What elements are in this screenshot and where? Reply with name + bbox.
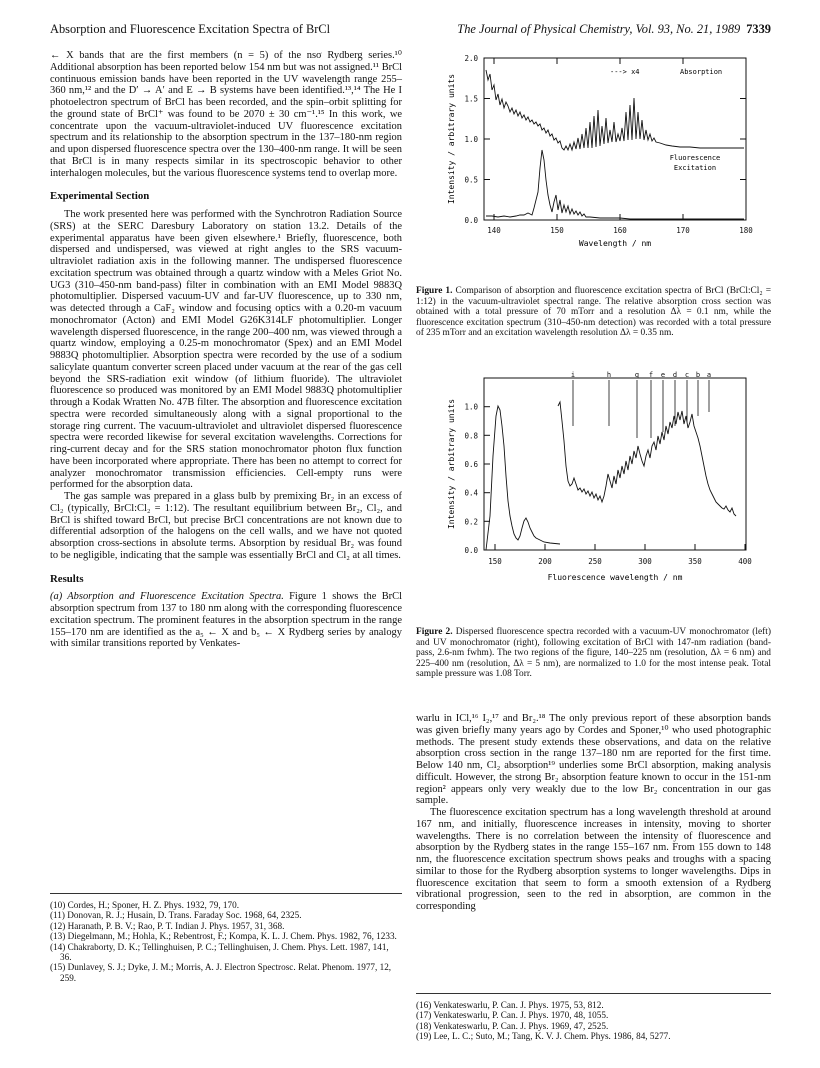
fig2-vuv-trace [486,406,560,550]
reference-item: (14) Chakraborty, D. K.; Tellinghuisen, P. C.; Tellinghuisen, J. Chem. Phys. Lett. 1987, 141, 36. [50,941,389,963]
intro-paragraph: ← X bands that are the first members (n = 5) of the nsσ Rydberg series.¹⁰ Additional absorption has been reported below 154 nm but was not assigned.¹¹ BrCl continuous emission bands have been reported in the UV wavelength range 255–360 nm,¹² and the D′ → A′ and E → B systems have been identified.¹³,¹⁴ The He I photoelectron spectrum of BrCl has been recorded, and the spin–orbit splitting for the ground state of BrCl⁺ was found to be 2070 ± 30 cm⁻¹.¹⁵ In this work, we concentrate upon the vacuum-ultraviolet-induced UV fluorescence excitation spectrum and its relationship to the absorption spectrum in the 137–180-nm region and upon dispersed fluorescence spectra over the 130–400-nm range. It will be seen that BrCl is in many respects similar in its spectroscopic behavior to other interhalogen molecules, but the various fluorescence systems tend to overlap more. [50,50,402,179]
results-subheading: (a) Absorption and Fluorescence Excitation Spectra. [50,591,284,603]
reference-item: (13) Diegelmann, M.; Hohla, K.; Rebentrost, F.; Kompa, K. L. J. Chem. Phys. 1982, 76, 1233. [50,931,397,942]
figure-2-caption [416,627,771,680]
fig2-band-label: a [706,371,712,379]
references-right [416,993,771,1042]
experimental-paragraph-1: The work presented here was performed with the Synchrotron Radiation Source (SRS) at the SERC Daresbury Laboratory on station 13.2. Details of the experimental apparatus have been given elsewhere.¹ Briefly, fluorescence, both dispersed and undispersed, was viewed at right angles to the SRS vacuum-ultraviolet radiation axis in the following manner. The undispersed fluorescence excitation spectrum was obtained through a quartz window with a Meles Griot No. UG3 (310–450-nm band-pass) filter in combination with an EMI Model 9883Q photomultiplier. Dispersed vacuum-UV and far-UV fluorescence, up to 330 nm, was detected through a CaF₂ window and focusing optics with a 0.20-m vacuum monochromator (Acton) and EMI Model G26K314LF photomultiplier. Longer wavelength dispersed fluorescence, in the range 200–400 nm, was viewed through a quartz window, employing a 0.25-m monochromator (Spex) and an EMI Model 9883Q photomultiplier. Absorption spectra were recorded by the use of a sodium salicylate quantum converter screen placed under vacuum at the rear of the gas cell beyond the SRS-radiation exit window (of lithium fluoride). The ultraviolet fluorescence so produced was monitored by an EMI Model 9883Q photomultiplier through a Kodak Wratten No. 47B filter. The absorption and fluorescence excitation spectra were recorded simultaneously along with a signal proportional to the storage ring current. The vacuum-ultraviolet and ultraviolet dispersed fluorescence spectra were recorded likewise for several excitation wavelengths. Corrections for ring-current decay and for the SRS station monochromator photon flux function have been incorporated where appropriate. There has been no attempt to correct for analyzer monochromator transmission efficiencies. Cell-empty runs were performed for the absorption data. [50,209,402,491]
fig2-band-label: e [660,371,666,379]
fig1-xtick-label: 160 [613,226,627,235]
fig1-x4-annotation: ---> x4 [610,68,640,76]
results-text: Figure 1 shows the BrCl absorption spectrum from 137 to 180 nm along with the corresponding fluorescence excitation spectrum. The prominent features in the absorption spectrum in the range 155–170 nm are identified as the a₅ ← X and b₅ ← X Rydberg series by analogy with similar transitions reported by Venkates- [50,591,402,650]
fig1-xtick-label: 140 [487,226,501,235]
right-column [416,713,771,913]
fig1-caption-label: Figure 1. [416,286,453,296]
fig2-band-label: d [672,371,678,379]
fig2-ytick-label: 0.4 [464,488,478,498]
fig2-band-label: b [695,371,701,379]
fig2-ytick-label: 1.0 [464,402,478,412]
fig1-excitation-label: Excitation [673,164,717,172]
reference-item: (16) Venkateswarlu, P. Can. J. Phys. 1975, 53, 812. [416,1000,604,1010]
fig1-x-axis-label: Wavelength / nm [578,239,652,248]
fig2-caption-text: Dispersed fluorescence spectra recorded with a vacuum-UV monochromator (left) and UV monochromator (right), following excitation of BrCl with 147-nm radiation (band-pass, 2.6-nm fwhm). The two regions of the figure, 140–225 nm (resolution, Δλ = 6 nm) and 225–400 nm (resolution, Δλ = 5 nm), are normalized to 1.0 for the most intense peak. Total sample pressure was 1.08 Torr. [416,627,771,680]
fig2-ytick-label: 0.2 [464,517,478,527]
fig2-xtick-label: 350 [688,557,702,566]
fig2-xtick-label: 150 [488,557,502,566]
experimental-paragraph-2: The gas sample was prepared in a glass bulb by premixing Br₂ in an excess of Cl₂ (typically, BrCl:Cl₂ = 1:12). The resultant equilibrium between Br₂, Cl₂, and BrCl is shifted toward BrCl, but precise BrCl concentrations are not known due to differential adsorption of the halogens on the cell walls, and we have not quoted absorption cross-sections in absolute terms. Absorption by residual Br₂ was found to be negligible, indicating that the sample was essentially BrCl and Cl₂ at all times. [50,491,402,561]
page-number: 7339 [746,22,771,36]
reference-item: (15) Dunlavey, S. J.; Dyke, J. M.; Morris, A. J. Electron Spectrosc. Relat. Phenom. 1977, 12, 259. [50,962,392,983]
fig2-xtick-label: 250 [588,557,602,566]
running-header-journal [457,22,771,37]
fig2-band-label: f [648,371,654,379]
fig1-ytick-label: 1.0 [464,135,478,144]
fig2-caption-label: Figure 2. [416,627,453,637]
fig2-x-ticks [495,544,745,550]
reference-item: (19) Lee, L. C.; Suto, M.; Tang, K. V. J. Chem. Phys. 1986, 84, 5277. [416,1031,671,1042]
left-column [50,50,402,650]
fig1-ytick-label: 1.5 [464,94,478,104]
fig2-band-label: h [606,371,612,379]
fig1-fluorescence-label: Fluorescence [669,154,721,162]
fig1-axes [484,58,746,220]
fig2-x-axis-label: Fluorescence wavelength / nm [547,573,683,582]
fig1-xtick-label: 180 [739,226,753,235]
fig2-band-label: c [684,371,690,379]
fig1-ytick-label: 0.5 [464,175,478,185]
reference-item: (17) Venkateswarlu, P. Can. J. Phys. 1970, 48, 1055. [416,1010,609,1021]
right-paragraph-2: The fluorescence excitation spectrum has a long wavelength threshold at around 167 nm, and initially, fluorescence increases in intensity, moving to shorter wavelengths. There is no correlation between the intensity of fluorescence and absorption by the Rydberg states in the range 155–167 nm. From 155 down to 148 nm, the fluorescence excitation spectrum shows peaks and troughs with a spacing similar to those for the Rydberg absorption systems to longer wavelengths. Dips in fluorescence excitation that seem to form a smooth extension of a Rydberg vibrational progression, seen to the red in absorption, are common in the corresponding [416,807,771,912]
fig1-xtick-label: 150 [550,226,564,235]
figure-1-caption [416,286,771,339]
fig2-band-label: i [570,371,576,379]
fig1-caption-text: Comparison of absorption and fluorescence excitation spectra of BrCl (BrCl:Cl₂ = 1:12) in the vacuum-ultraviolet spectral range. The relative absorption cross section was obtained with a total pressure of 70 mTorr and a resolution Δλ = 0.1 nm, while the fluorescence excitation spectrum (310–450-nm detection) was recorded with a total pressure of 235 mTorr and an excitation wavelength resolution Δλ = 0.35 nm. [416,286,772,339]
fig2-xtick-label: 400 [738,557,752,566]
right-paragraph-1: warlu in ICl,¹⁶ I₂,¹⁷ and Br₂.¹⁸ The only previous report of these absorption bands was given briefly many years ago by Cordes and Sponer,¹⁰ who used photographic methods. The present study extends these observations, and data on the relative absorption cross section in the range 137–180 nm are reported for the first time. Below 140 nm, Cl₂ absorption¹⁹ underlies some BrCl absorption, making analysis difficult. However, the strong Br₂ absorption feature known to occur in the 151-nm region² appears only very weakly due to the low Br₂ concentration in our gas sample. [416,713,771,807]
fig2-band-label: g [634,371,640,379]
fig2-y-axis-label: Intensity / arbitrary units [447,398,456,530]
fig1-y-ticks [484,58,746,220]
fig2-uv-trace [558,402,736,516]
fig2-ytick-label: 0.8 [464,431,478,441]
fig2-xtick-label: 300 [638,557,652,566]
reference-item: (10) Cordes, H.; Sponer, H. Z. Phys. 1932, 79, 170. [50,900,239,910]
fig1-absorption-label: Absorption [680,68,723,76]
fig1-absorption-trace [486,70,744,150]
fig2-ytick-label: 0.0 [464,546,478,555]
running-header-title: Absorption and Fluorescence Excitation Spectra of BrCl [50,22,331,36]
reference-item: (12) Haranath, P. B. V.; Rao, P. T. Indian J. Phys. 1957, 31, 368. [50,920,285,931]
fig1-y-axis-label: Intensity / arbitrary units [447,73,456,205]
fig2-y-ticks [484,407,490,550]
figure-1 [440,50,770,278]
figure-2 [440,366,770,616]
fig1-xtick-label: 170 [676,226,690,235]
fig2-ytick-label: 0.6 [464,460,478,469]
experimental-heading: Experimental Section [50,190,150,203]
fig1-ytick-label: 0.0 [464,216,478,225]
references-left [50,893,402,983]
reference-item: (11) Donovan, R. J.; Husain, D. Trans. Faraday Soc. 1968, 64, 2325. [50,910,302,921]
results-heading: Results [50,572,84,585]
fig1-ytick-label: 2.0 [464,54,478,63]
fig2-xtick-label: 200 [538,557,552,566]
fig2-band-markers [573,380,709,438]
reference-item: (18) Venkateswarlu, P. Can. J. Phys. 1969, 47, 2525. [416,1020,609,1031]
journal-citation: The Journal of Physical Chemistry, Vol. 93, No. 21, 1989 [457,22,741,36]
